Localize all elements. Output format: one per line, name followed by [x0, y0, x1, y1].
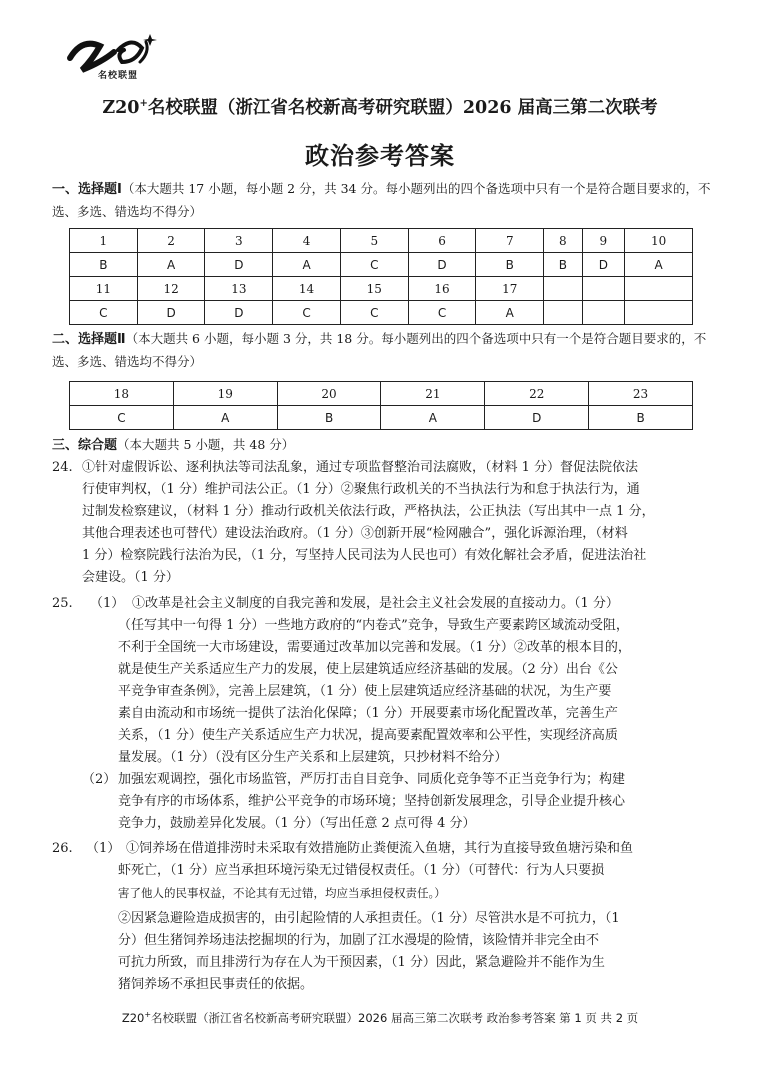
answer-line: 加强宏观调控，强化市场监管，严厉打击自目竞争、同质化竞争等不正当竞争行为；构建 [118, 772, 626, 787]
question-number-cell: 9 [582, 229, 625, 253]
answer-line: ①饲养场在借道排涝时未采取有效措施防止粪便流入鱼塘，其行为直接导致鱼塘污染和鱼 [126, 841, 634, 856]
answer-line: 就是使生产关系适应生产力的发展，使上层建筑适应经济基础的发展。（2 分）出台《公 [118, 662, 618, 677]
answer-cell: D [137, 301, 205, 325]
question-24 [52, 457, 724, 592]
question-number-cell: 8 [544, 229, 582, 253]
question-number-cell: 21 [381, 382, 485, 406]
answer-line: 关系，（1 分）使生产关系适应生产力状况，提高要素配置效率和公平性，实现经济高质 [118, 728, 618, 743]
question-25 [52, 593, 724, 838]
question-number-cell: 22 [485, 382, 589, 406]
question-number: 24. [52, 460, 73, 475]
answer-line: 竞争力，鼓励差异化发展。（1 分）（写出任意 2 点可得 4 分） [118, 816, 476, 831]
question-number: 25. [52, 596, 73, 611]
answer-line: ①针对虚假诉讼、逐利执法等司法乱象，通过专项监督整治司法腐败，（材料 1 分）督促法院依法 [82, 460, 639, 475]
question-number-cell: 15 [340, 277, 408, 301]
answer-cell: B [589, 406, 693, 430]
answer-cell: A [381, 406, 485, 430]
question-number-cell: 1 [70, 229, 138, 253]
answer-line: 过制发检察建议，（材料 1 分）推动行政机关依法行政，严格执法，公正执法（写出其中一点 1 分， [82, 504, 655, 519]
answer-line: 素自由流动和市场统一提供了法治化保障；（1 分）开展要素市场化配置改革，完善生产 [118, 706, 618, 721]
question-number-cell: 10 [625, 229, 693, 253]
logo-text: 名校联盟 [98, 71, 139, 81]
answer-line: 行使审判权，（1 分）维护司法公正。（1 分）②聚焦行政机关的不当执法行为和怠于执法行为，通 [82, 482, 640, 497]
answer-cell [582, 301, 625, 325]
page-title: Z20+名校联盟（浙江省名校新高考研究联盟）2026 届高三第二次联考 [102, 98, 658, 118]
answer-cell: C [70, 301, 138, 325]
question-number-cell [544, 277, 582, 301]
question-number-cell: 13 [205, 277, 273, 301]
page-footer: Z20+名校联盟（浙江省名校新高考研究联盟）2026 届高三第二次联考 政治参考答案 第 1 页 共 2 页 [121, 1010, 639, 1025]
answer-line: 1 分）检察院践行法治为民，（1 分，写坚持人民司法为人民也可）有效化解社会矛盾，促进法治社 [82, 548, 647, 563]
question-number-cell: 19 [173, 382, 277, 406]
answer-cell: A [273, 253, 341, 277]
question-number-row [70, 382, 693, 406]
question-number-cell: 16 [408, 277, 476, 301]
answer-line: 虾死亡，（1 分）应当承担环境污染无过错侵权责任。（1 分）（可替代：行为人只要损 [118, 863, 605, 878]
answer-line: 可抗力所致，而且排涝行为存在人为干预因素，（1 分）因此，紧急避险并不能作为生 [118, 955, 605, 970]
question-number: 26. [52, 841, 73, 856]
answer-cell: A [137, 253, 205, 277]
question-number-cell [582, 277, 625, 301]
answer-cell: D [582, 253, 625, 277]
answer-line: 其他合理表述也可替代）建设法治政府。（1 分）③创新开展“检网融合”，强化诉源治理，（材料 [82, 526, 628, 541]
section-2-heading: 二、选择题Ⅱ（本大题共 6 小题，每小题 3 分，共 18 分。每小题列出的四个备选项中只有一个是符合题目要求的，不选、多选、错选均不得分） [52, 331, 707, 369]
question-number-cell: 17 [476, 277, 544, 301]
question-number-row [70, 229, 693, 253]
answer-line: ②因紧急避险造成损害的，由引起险情的人承担责任。（1 分）尽管洪水是不可抗力，（1 [118, 911, 620, 926]
answer-line: 不利于全国统一大市场建设，需要通过改革加以完善和发展。（1 分）②改革的根本目的， [118, 640, 631, 655]
question-number-cell: 6 [408, 229, 476, 253]
answer-note: 害了他人的民事权益，不论其有无过错，均应当承担侵权责任。） [118, 886, 446, 900]
answer-line: （任写其中一句得 1 分）一些地方政府的“内卷式”竞争，导致生产要素跨区域流动受阻， [118, 618, 629, 633]
answer-line: 平竞争审查条例》，完善上层建筑，（1 分）使上层建筑适应经济基础的状况，为生产要 [118, 684, 612, 699]
answer-cell: C [340, 301, 408, 325]
sub-question-label: （1） [86, 841, 121, 856]
question-number-cell: 12 [137, 277, 205, 301]
question-number-cell: 20 [277, 382, 381, 406]
answer-cell [544, 301, 582, 325]
answer-cell: A [476, 301, 544, 325]
answer-cell: D [205, 253, 273, 277]
question-number-cell: 2 [137, 229, 205, 253]
answer-cell: B [70, 253, 138, 277]
answer-cell: A [173, 406, 277, 430]
question-26 [52, 838, 724, 998]
answer-table-1 [69, 228, 693, 325]
answer-table-2 [69, 381, 693, 430]
answer-cell: C [408, 301, 476, 325]
question-number-row [70, 277, 693, 301]
answer-line: ①改革是社会主义制度的自我完善和发展，是社会主义社会发展的直接动力。（1 分） [132, 596, 619, 611]
answer-line: 猪饲养场不承担民事责任的依据。 [118, 977, 314, 992]
answer-line: 竞争有序的市场体系，维护公平竞争的市场环境；坚持创新发展理念，引导企业提升核心 [118, 794, 626, 809]
answer-cell: A [625, 253, 693, 277]
answer-cell: B [476, 253, 544, 277]
answer-cell: C [273, 301, 341, 325]
answer-cell: C [340, 253, 408, 277]
sub-question-label: （2） [82, 772, 117, 787]
question-number-cell: 23 [589, 382, 693, 406]
question-number-cell: 18 [70, 382, 174, 406]
answer-cell: D [205, 301, 273, 325]
section-1-heading: 一、选择题Ⅰ（本大题共 17 小题，每小题 2 分，共 34 分。每小题列出的四个备选项中只有一个是符合题目要求的，不选、多选、错选均不得分） [52, 181, 711, 219]
question-number-cell: 3 [205, 229, 273, 253]
page-subtitle: 政治参考答案 [305, 142, 455, 170]
question-number-cell: 7 [476, 229, 544, 253]
answer-cell: B [544, 253, 582, 277]
answer-row [70, 406, 693, 430]
answer-cell: D [485, 406, 589, 430]
answer-cell: D [408, 253, 476, 277]
answer-cell: B [277, 406, 381, 430]
question-number-cell: 11 [70, 277, 138, 301]
question-number-cell: 5 [340, 229, 408, 253]
answer-cell: C [70, 406, 174, 430]
answer-line: 会建设。（1 分） [82, 570, 179, 585]
answer-cell [625, 301, 693, 325]
question-number-cell: 14 [273, 277, 341, 301]
question-number-cell: 4 [273, 229, 341, 253]
answer-row [70, 301, 693, 325]
sub-question-label: （1） [90, 596, 125, 611]
question-number-cell [625, 277, 693, 301]
answer-line: 分）但生猪饲养场违法挖掘坝的行为，加剧了江水漫堤的险情，该险情并非完全由不 [118, 933, 600, 948]
section-3-heading: 三、综合题（本大题共 5 小题，共 48 分） [52, 437, 295, 453]
answer-line: 量发展。（1 分）（没有区分生产关系和上层建筑，只抄材料不给分） [118, 750, 508, 765]
answer-row [70, 253, 693, 277]
